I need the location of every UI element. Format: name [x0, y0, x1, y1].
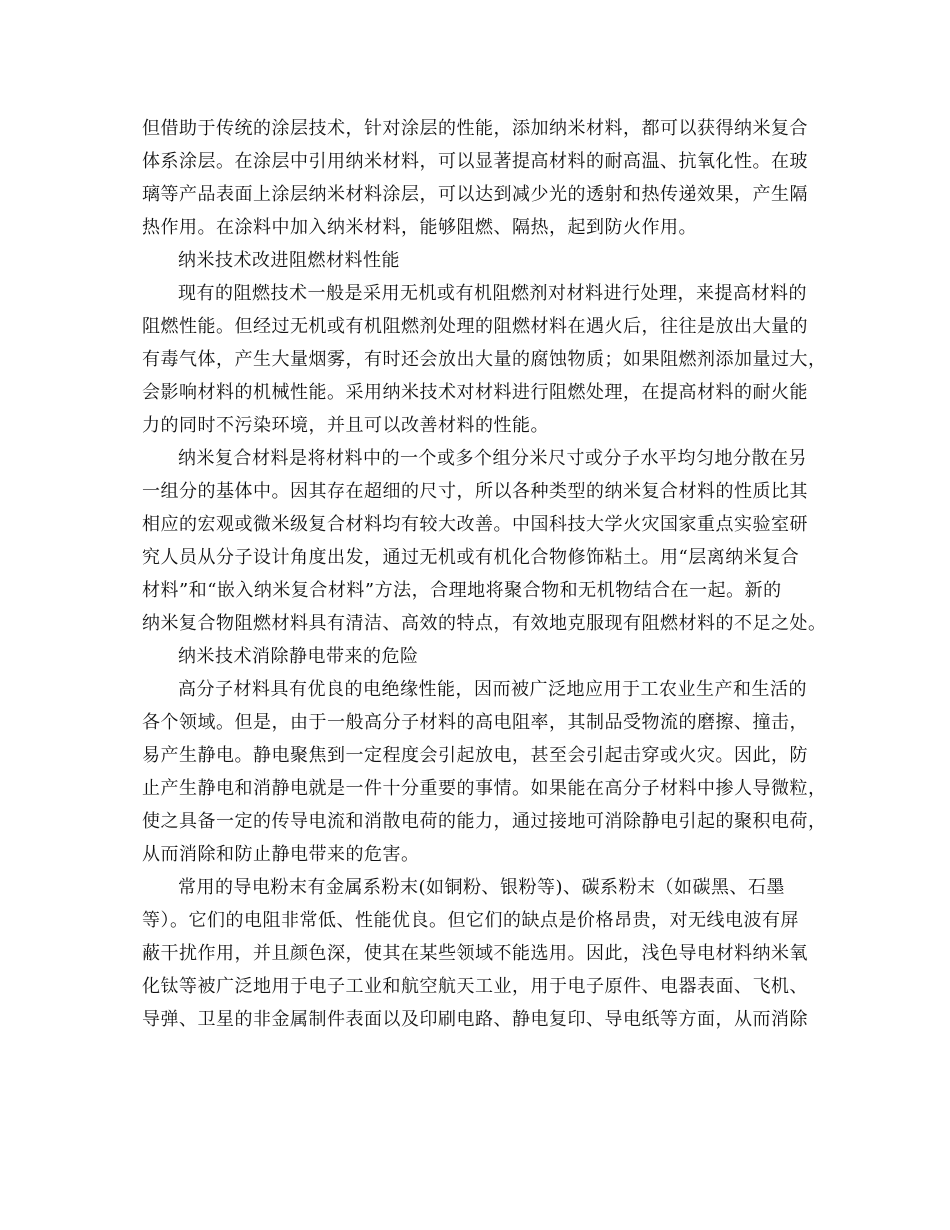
text-line: 等）。它们的电阻非常低、性能优良。但它们的缺点是价格昂贵，对无线电波有屏: [142, 910, 799, 931]
text-line: 蔽干扰作用，并且颜色深，使其在某些领域不能选用。因此，浅色导电材料纳米氧: [142, 943, 808, 964]
document-body: [142, 112, 827, 1036]
text-line: 但借助于传统的涂层技术，针对涂层的性能，添加纳米材料，都可以获得纳米复合: [142, 118, 808, 139]
text-line: 阻燃性能。但经过无机或有机阻燃剂处理的阻燃材料在遇火后，往往是放出大量的: [142, 316, 808, 337]
text-line: 使之具备一定的传导电流和消散电荷的能力，通过接地可消除静电引起的聚积电荷，: [142, 811, 827, 832]
text-line: 纳米复合材料是将材料中的一个或多个组分米尺寸或分子水平均匀地分散在另: [178, 448, 807, 469]
text-line: 一组分的基体中。因其存在超细的尺寸，所以各种类型的纳米复合材料的性质比其: [142, 481, 808, 502]
text-line: 有毒气体，产生大量烟雾，有时还会放出大量的腐蚀物质；如果阻燃剂添加量过大，: [142, 349, 827, 370]
text-line: 纳米技术消除静电带来的危险: [178, 646, 419, 667]
text-line: 易产生静电。静电聚焦到一定程度会引起放电，甚至会引起击穿或火灾。因此，防: [142, 745, 808, 766]
text-line: 力的同时不污染环境，并且可以改善材料的性能。: [142, 415, 549, 436]
text-line: 高分子材料具有优良的电绝缘性能，因而被广泛地应用于工农业生产和生活的: [178, 679, 807, 700]
text-line: 体系涂层。在涂层中引用纳米材料，可以显著提高材料的耐高温、抗氧化性。在玻: [142, 151, 808, 172]
text-line: 现有的阻燃技术一般是采用无机或有机阻燃剂对材料进行处理，来提高材料的: [178, 283, 807, 304]
text-line: 各个领域。但是，由于一般高分子材料的高电阻率，其制品受物流的磨擦、撞击，: [142, 712, 808, 733]
text-line: 纳米复合物阻燃材料具有清洁、高效的特点，有效地克服现有阻燃材料的不足之处。: [142, 613, 827, 634]
text-line: 常用的导电粉末有金属系粉末(如铜粉、银粉等)、碳系粉末（如碳黑、石墨: [178, 877, 786, 898]
text-line: 究人员从分子设计角度出发，通过无机或有机化合物修饰粘土。用“层离纳米复合: [142, 547, 800, 568]
text-line: 导弹、卫星的非金属制件表面以及印刷电路、静电复印、导电纸等方面，从而消除: [142, 1009, 808, 1030]
text-line: 纳米技术改进阻燃材料性能: [178, 250, 400, 271]
text-line: 会影响材料的机械性能。采用纳米技术对材料进行阻燃处理，在提高材料的耐火能: [142, 382, 808, 403]
text-line: 热作用。在涂料中加入纳米材料，能够阻燃、隔热，起到防火作用。: [142, 217, 697, 238]
text-line: 璃等产品表面上涂层纳米材料涂层，可以达到减少光的透射和热传递效果，产生隔: [142, 184, 808, 205]
text-line: 相应的宏观或微米级复合材料均有较大改善。中国科技大学火灾国家重点实验室研: [142, 514, 808, 535]
text-line: 化钛等被广泛地用于电子工业和航空航天工业，用于电子原件、电器表面、飞机、: [142, 976, 808, 997]
text-line: 止产生静电和消静电就是一件十分重要的事情。如果能在高分子材料中掺人导微粒，: [142, 778, 827, 799]
text-line: 从而消除和防止静电带来的危害。: [142, 844, 420, 865]
text-line: 材料”和“嵌入纳米复合材料”方法，合理地将聚合物和无机物结合在一起。新的: [142, 580, 782, 601]
